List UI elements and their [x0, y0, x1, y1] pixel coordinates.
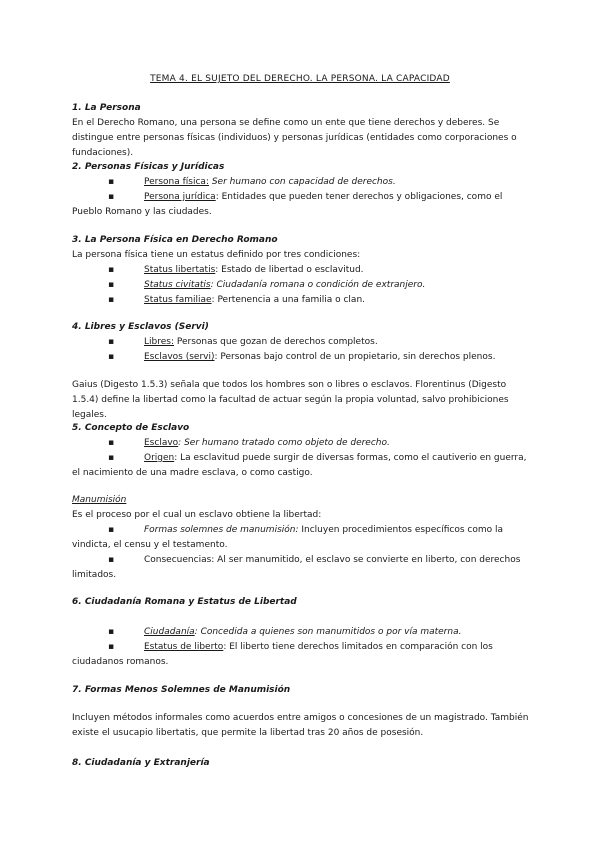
section-heading: 1. La Persona — [72, 103, 141, 113]
bullet-item — [72, 451, 532, 481]
section-paragraph: La persona física tiene un estatus definido por tres condiciones: — [72, 250, 361, 260]
bullet-icon: ▪ — [108, 192, 115, 202]
bullet-text: : Ser humano tratado como objeto de derecho. — [178, 438, 390, 448]
bullet-text: Incluyen procedimientos específicos como la vindicta, el censu y el testamento. — [72, 525, 504, 550]
section-manumision — [72, 493, 532, 583]
bullet-item — [72, 436, 532, 451]
section-heading: 3. La Persona Física en Derecho Romano — [72, 235, 278, 245]
section-paragraph: Es el proceso por el cual un esclavo obtiene la libertad: — [72, 510, 322, 520]
section-paragraph: En el Derecho Romano, una persona se define como un ente que tiene derechos y deberes. Se distingue entre personas físicas (individuos) y personas jurídicas (entidades como corporaciones o fundaciones). — [72, 118, 517, 158]
bullet-item — [72, 278, 532, 293]
bullet-item — [72, 175, 532, 190]
section-formas-menos-solemnes — [72, 683, 532, 741]
bullet-term: Esclavo — [144, 438, 179, 448]
bullet-item — [72, 293, 532, 308]
bullet-icon: ▪ — [108, 555, 115, 565]
bullet-icon: ▪ — [108, 177, 115, 187]
section-heading: 8. Ciudadanía y Extranjería — [72, 758, 210, 768]
bullet-text: Ser humano con capacidad de derechos. — [208, 177, 396, 187]
bullet-text: Al ser manumitido, el esclavo se convierte en liberto, con derechos limitados. — [72, 555, 521, 580]
bullet-item — [72, 640, 532, 670]
section-heading: Manumisión — [72, 495, 127, 505]
bullet-text: : La esclavitud puede surgir de diversas formas, como el cautiverio en guerra, el nacimiento de una madre esclava, o como castigo. — [72, 453, 527, 478]
section-persona-fisica — [72, 233, 532, 308]
section-persona — [72, 101, 532, 161]
bullet-term: Esclavos (servi) — [144, 352, 215, 362]
bullet-item — [72, 350, 532, 365]
bullet-item — [72, 190, 532, 220]
bullet-term: Persona jurídica — [144, 192, 216, 202]
bullet-text: : Concedida a quienes son manumitidos o por vía materna. — [194, 627, 462, 637]
bullet-text: : Personas bajo control de un propietario, sin derechos plenos. — [214, 352, 496, 362]
bullet-text: : Estado de libertad o esclavitud. — [215, 265, 364, 275]
bullet-term: Consecuencias: — [144, 555, 215, 565]
bullet-item — [72, 263, 532, 278]
bullet-icon: ▪ — [108, 280, 115, 290]
section-personas-fisicas-juridicas — [72, 160, 532, 220]
bullet-term: Estatus de liberto — [144, 642, 224, 652]
bullet-icon: ▪ — [108, 438, 115, 448]
section-heading: 5. Concepto de Esclavo — [72, 423, 190, 433]
bullet-term: Libres: — [144, 337, 174, 347]
bullet-term: Status libertatis — [144, 265, 216, 275]
bullet-icon: ▪ — [108, 337, 115, 347]
bullet-term: Formas solemnes de manumisión: — [144, 525, 299, 535]
bullet-icon: ▪ — [108, 627, 115, 637]
section-libres-esclavos — [72, 320, 532, 423]
bullet-text: : Entidades que pueden tener derechos y obligaciones, como el Pueblo Romano y las ciudades. — [72, 192, 503, 217]
bullet-icon: ▪ — [108, 265, 115, 275]
section-ciudadania-extranjeria — [72, 756, 532, 771]
bullet-icon: ▪ — [108, 525, 115, 535]
bullet-item — [72, 523, 532, 553]
bullet-text: : Pertenencia a una familia o clan. — [211, 295, 366, 305]
bullet-icon: ▪ — [108, 295, 115, 305]
section-heading: 6. Ciudadanía Romana y Estatus de Libertad — [72, 597, 297, 607]
bullet-term: Status civitatis — [144, 280, 211, 290]
section-heading: 7. Formas Menos Solemnes de Manumisión — [72, 685, 291, 695]
bullet-text: : Ciudadanía romana o condición de extranjero. — [210, 280, 426, 290]
bullet-text: : El liberto tiene derechos limitados en comparación con los ciudadanos romanos. — [72, 642, 493, 667]
section-heading: 2. Personas Físicas y Jurídicas — [72, 162, 225, 172]
section-ciudadania-libertad — [72, 595, 532, 670]
bullet-icon: ▪ — [108, 352, 115, 362]
bullet-text: Personas que gozan de derechos completos. — [174, 337, 378, 347]
bullet-icon: ▪ — [108, 453, 115, 463]
bullet-item — [72, 335, 532, 350]
bullet-term: Persona física: — [144, 177, 209, 187]
bullet-item — [72, 553, 532, 583]
bullet-term: Ciudadanía — [144, 627, 195, 637]
section-paragraph: Incluyen métodos informales como acuerdos entre amigos o concesiones de un magistrado. También existe el usucapio libertatis, que permite la libertad tras 20 años de posesión. — [72, 713, 529, 738]
bullet-item — [72, 625, 532, 640]
bullet-term: Status familiae — [144, 295, 212, 305]
bullet-icon: ▪ — [108, 642, 115, 652]
section-concepto-esclavo — [72, 421, 532, 481]
section-paragraph: Gaius (Digesto 1.5.3) señala que todos los hombres son o libres o esclavos. Florentinus (Digesto 1.5.4) define la libertad como la facultad de actuar según la propia voluntad, salvo prohibiciones legales. — [72, 380, 509, 420]
section-heading: 4. Libres y Esclavos (Servi) — [72, 322, 209, 332]
document-title: TEMA 4. EL SUJETO DEL DERECHO. LA PERSONA. LA CAPACIDAD — [150, 74, 450, 84]
bullet-term: Origen — [144, 453, 175, 463]
